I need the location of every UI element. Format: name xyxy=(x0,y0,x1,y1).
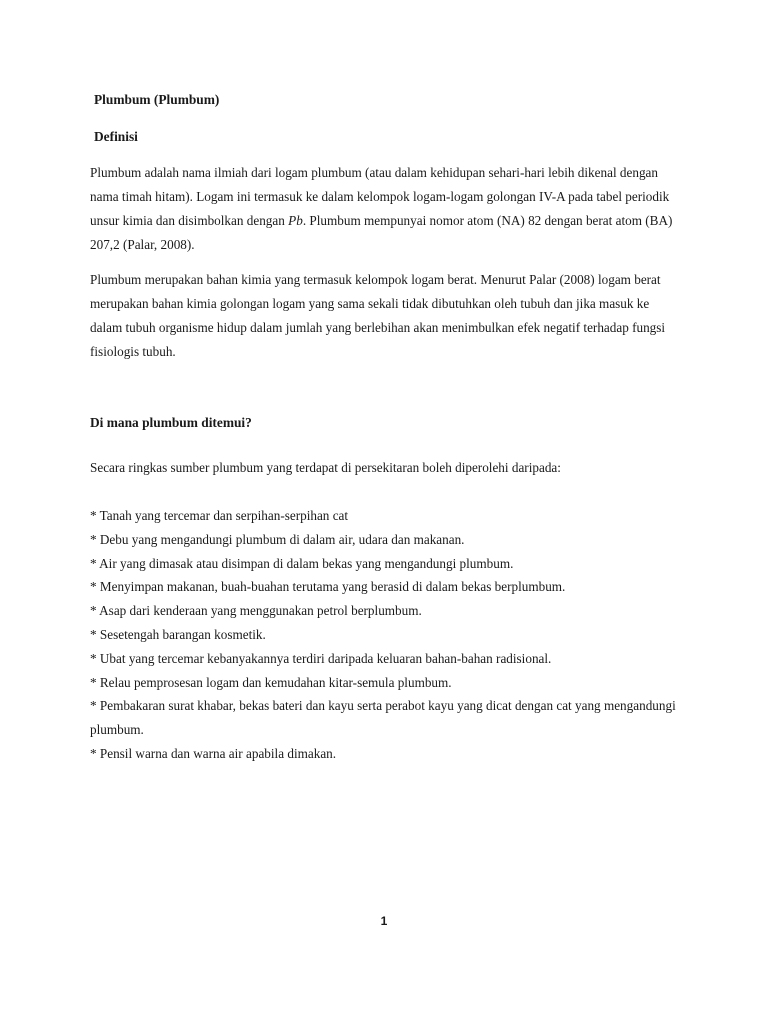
list-item: * Relau pemprosesan logam dan kemudahan kitar-semula plumbum. xyxy=(90,674,452,690)
paragraph-heavy-metal: Plumbum merupakan bahan kimia yang termasuk kelompok logam berat. Menurut Palar (2008) logam berat merupakan bahan kimia golongan logam yang sama sekali tidak dibutuhkan oleh tubuh dan jika masuk ke dalam tubuh organisme hidup dalam jumlah yang berlebihan akan menimbulkan efek negatif terhadap fungsi fisiologis tubuh. xyxy=(90,272,666,359)
list-item: * Debu yang mengandungi plumbum di dalam air, udara dan makanan. xyxy=(90,531,465,547)
list-item: * Asap dari kenderaan yang menggunakan petrol berplumbum. xyxy=(90,603,422,619)
list-item: * Air yang dimasak atau disimpan di dalam bekas yang mengandungi plumbum. xyxy=(90,555,514,571)
list-item: * Ubat yang tercemar kebanyakannya terdiri daripada keluaran bahan-bahan radisional. xyxy=(90,650,552,666)
list-item: * Pembakaran surat khabar, bekas bateri dan kayu serta perabot kayu yang dicat dengan cat yang mengandungi plumbum. xyxy=(90,698,676,738)
document-title: Plumbum (Plumbum) xyxy=(94,92,220,107)
section-heading-where-found: Di mana plumbum ditemui? xyxy=(90,415,252,430)
list-item: * Pensil warna dan warna air apabila dimakan. xyxy=(90,745,337,761)
list-item: * Tanah yang tercemar dan serpihan-serpihan cat xyxy=(90,508,349,523)
sources-list xyxy=(90,504,680,766)
section-heading-definisi: Definisi xyxy=(94,129,138,144)
page-number: 1 xyxy=(380,914,388,928)
paragraph-definition-part1: Plumbum adalah nama ilmiah dari logam plumbum (atau dalam kehidupan sehari-hari lebih dikenal dengan nama timah hitam). Logam ini termasuk ke dalam kelompok logam-logam golongan IV-A pada tabel periodik unsur kimia dan disimbolkan dengan xyxy=(90,165,670,228)
symbol-pb: Pb xyxy=(288,213,303,228)
paragraph-definition-part2: . Plumbum mempunyai nomor atom (NA) 82 dengan berat atom (BA) 207,2 (Palar, 2008). xyxy=(90,213,673,252)
paragraph-sources-intro: Secara ringkas sumber plumbum yang terdapat di persekitaran boleh diperolehi daripada: xyxy=(90,460,561,475)
paragraph-definition xyxy=(90,161,680,257)
list-item: * Menyimpan makanan, buah-buahan terutama yang berasid di dalam bekas berplumbum. xyxy=(90,579,566,595)
document-body xyxy=(90,89,680,766)
list-item: * Sesetengah barangan kosmetik. xyxy=(90,626,266,642)
